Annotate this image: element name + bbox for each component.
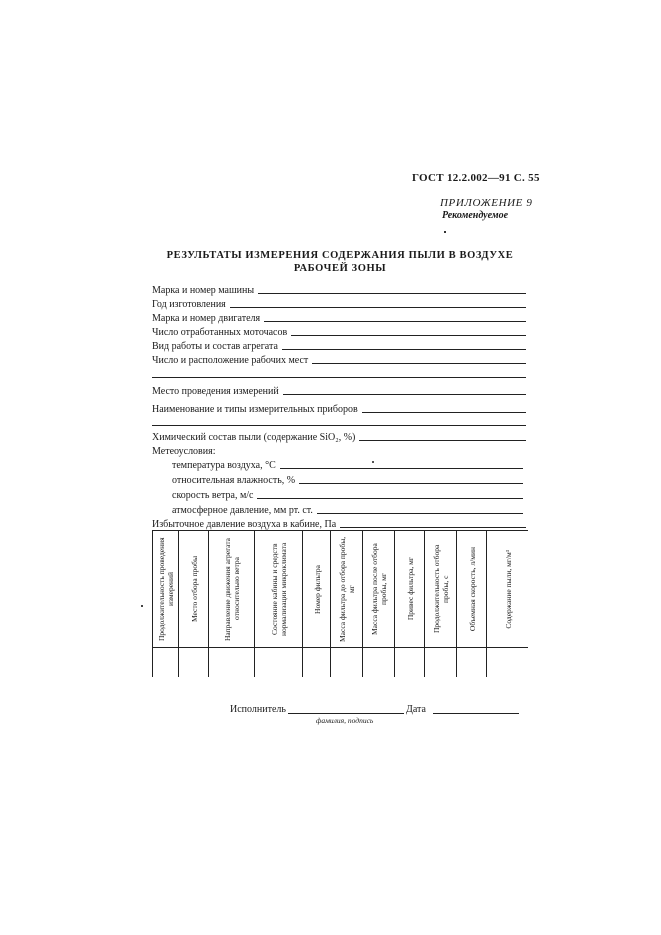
column-header: Масса фильтра до отбора пробы, мг bbox=[338, 536, 356, 642]
field-place bbox=[152, 383, 526, 397]
fill-line bbox=[257, 498, 523, 499]
executor-label: Исполнитель bbox=[230, 704, 286, 715]
field-label: Наименование и типы измерительных приборов bbox=[152, 404, 358, 415]
blank-line bbox=[152, 425, 526, 426]
field-machine bbox=[152, 282, 526, 296]
field-workplaces bbox=[152, 352, 526, 366]
field-instruments bbox=[152, 401, 526, 415]
column-header: Объемная скорость, л/мин bbox=[467, 546, 477, 632]
column-header: Масса фильтра после отбора пробы, мг bbox=[370, 543, 388, 635]
field-meteo bbox=[152, 443, 526, 457]
appendix-title: ПРИЛОЖЕНИЕ 9 bbox=[440, 197, 533, 209]
table-column bbox=[302, 531, 331, 677]
field-label: Число и расположение рабочих мест bbox=[152, 355, 309, 366]
fill-line bbox=[230, 307, 526, 308]
field-year bbox=[152, 296, 526, 310]
fill-line bbox=[258, 293, 526, 294]
column-header: Направление движения агрегата относительно ветра bbox=[223, 537, 241, 641]
column-header: Номер фильтра bbox=[312, 564, 322, 614]
appendix-subtitle: Рекомендуемое bbox=[442, 210, 509, 221]
field-label: относительная влажность, % bbox=[172, 475, 296, 486]
fill-line bbox=[317, 513, 523, 514]
fill-line bbox=[299, 483, 523, 484]
table-column bbox=[486, 531, 529, 677]
field-label: Место проведения измерений bbox=[152, 386, 279, 397]
date-line bbox=[433, 713, 519, 714]
fill-line bbox=[283, 394, 526, 395]
field-label: Марка и номер двигателя bbox=[152, 313, 261, 324]
field-temp bbox=[172, 457, 523, 471]
field-overpressure bbox=[152, 516, 526, 530]
table-column bbox=[424, 531, 457, 677]
fill-line bbox=[359, 440, 526, 441]
speck bbox=[141, 605, 143, 607]
date-label: Дата bbox=[406, 704, 426, 715]
field-label: атмосферное давление, мм рт. ст. bbox=[172, 505, 313, 516]
column-header: Продолжительность проведения измерений bbox=[157, 537, 175, 641]
document-title-line2: РАБОЧЕЙ ЗОНЫ bbox=[293, 263, 387, 274]
field-humidity bbox=[172, 472, 523, 486]
speck bbox=[444, 231, 446, 233]
table-column bbox=[178, 531, 209, 677]
table-header-separator bbox=[152, 647, 528, 648]
field-engine bbox=[152, 310, 526, 324]
column-header: Содержание пыли, мг/м³ bbox=[503, 549, 513, 629]
document-title-line1: РЕЗУЛЬТАТЫ ИЗМЕРЕНИЯ СОДЕРЖАНИЯ ПЫЛИ В ВОЗДУХЕ bbox=[166, 250, 514, 261]
field-wind bbox=[172, 487, 523, 501]
gost-header: ГОСТ 12.2.002—91 С. 55 bbox=[412, 172, 540, 184]
column-header: Состояние кабины и средств нормализации микроклимата bbox=[270, 542, 288, 636]
field-label: скорость ветра, м/с bbox=[172, 490, 254, 501]
field-hours bbox=[152, 324, 526, 338]
table-column bbox=[456, 531, 487, 677]
blank-line bbox=[152, 377, 526, 378]
field-label: Вид работы и состав агрегата bbox=[152, 341, 278, 352]
column-header: Привес фильтра, мг bbox=[405, 557, 415, 621]
table-column bbox=[254, 531, 303, 677]
column-header: Место отбора пробы bbox=[189, 555, 199, 623]
field-label: Год изготовления bbox=[152, 299, 226, 310]
field-label: Марка и номер машины bbox=[152, 285, 255, 296]
fill-line bbox=[264, 321, 526, 322]
table-column bbox=[362, 531, 395, 677]
fill-line bbox=[362, 412, 526, 413]
fill-line bbox=[291, 335, 526, 336]
measurement-table bbox=[152, 530, 528, 677]
column-header: Продолжительность отбора пробы, с bbox=[432, 544, 450, 634]
field-label: Избыточное давление воздуха в кабине, Па bbox=[152, 519, 337, 530]
field-work bbox=[152, 338, 526, 352]
table-column bbox=[330, 531, 363, 677]
table-column bbox=[394, 531, 425, 677]
fill-line bbox=[312, 363, 526, 364]
table-column bbox=[152, 531, 179, 677]
executor-line bbox=[288, 713, 404, 714]
field-chem bbox=[152, 429, 526, 443]
field-label: Число отработанных моточасов bbox=[152, 327, 288, 338]
fill-line bbox=[282, 349, 526, 350]
signature-caption: фамилия, подпись bbox=[316, 716, 374, 725]
fill-line bbox=[280, 468, 523, 469]
field-label: Метеоусловия: bbox=[152, 446, 216, 457]
table-column bbox=[208, 531, 255, 677]
field-label: Химический состав пыли (содержание SiO₂, %) bbox=[152, 432, 356, 443]
field-pressure bbox=[172, 502, 523, 516]
field-label: температура воздуха, °С bbox=[172, 460, 276, 471]
fill-line bbox=[340, 527, 526, 528]
